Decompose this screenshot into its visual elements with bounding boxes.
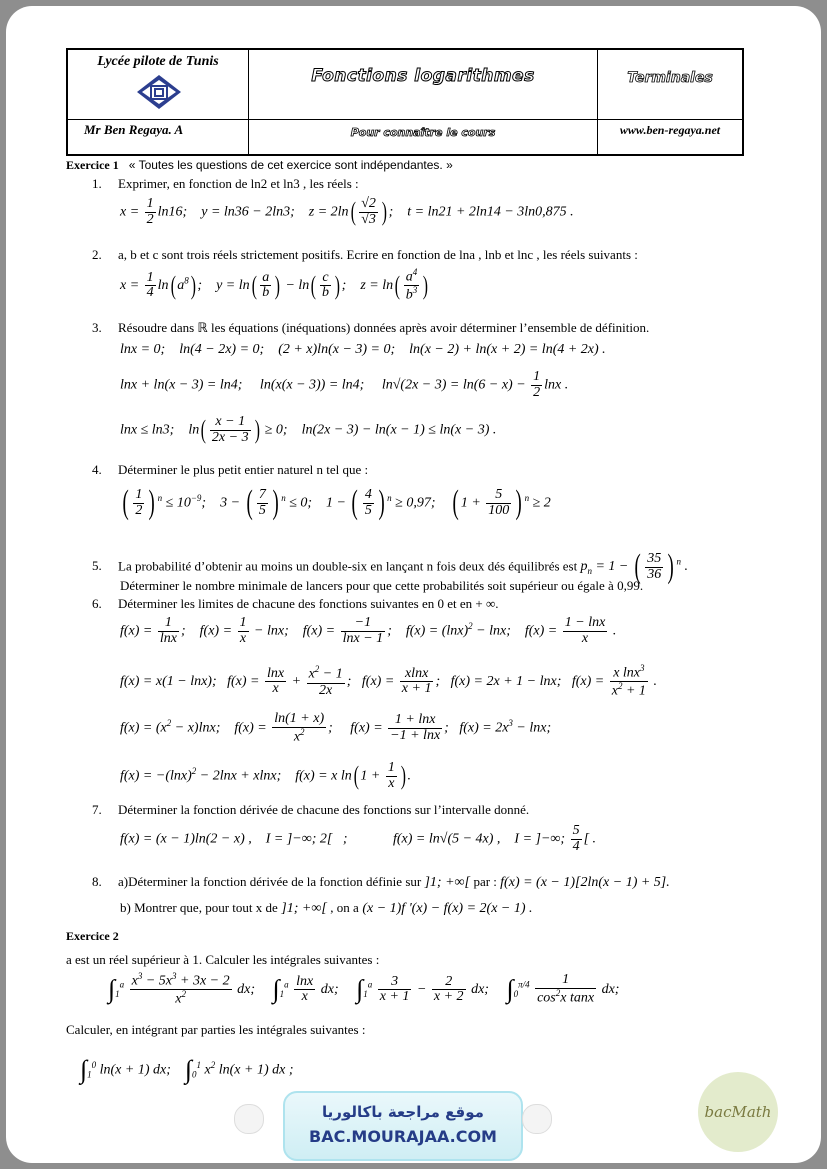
q6-formulas-3: $f(x) = (x^2 - x)\ln x$; f(x) = $\frac{\ln(1 + x)}{x^2}$ ; f(x) = $\frac{1 + \ln x}{-1 + \ln x}$ ; $f(x) = 2x^3 - \ln x$; [120,711,552,745]
q6-formulas-4: $f(x) = -(\ln x)^2 - 2\ln x + xlnx$; f(x) = x ln( 1 + $\frac{1}{x}$ ) . [120,760,412,791]
q8-line-b: b) Montrer que, pour tout x de ]1; +∞[ , on a (x − 1)f '(x) − f(x) = 2(x − 1) . [120,900,533,916]
q3-formulas-2: lnx + ln(x − 3) = ln4; ln(x(x − 3)) = ln4; ln√(2x − 3) = ln(6 − x) − $\frac{1}{2}$ lnx . [120,369,569,400]
q3-line [92,320,649,336]
banner-arabic: موقع مراجعة باكالوريا [322,1103,484,1121]
q7-line [92,802,529,818]
page-subtitle: Pour connaître le cours [350,126,496,139]
bacmath-badge [698,1072,778,1152]
q5-text: La probabilité d’obtenir au moins un double-six en lançant n fois deux dés équilibrés est [118,558,578,574]
q8-line-a: 8. a)Déterminer la fonction dérivée de la fonction définie sur ]1; +∞[ par : f(x) = (x − 1)[2ln(x − 1) + 5]. [92,874,670,890]
title-cell [249,50,598,120]
level-cell [598,50,742,120]
website-cell [598,120,742,154]
q8-text-b2: , on a [330,900,359,915]
q1-text: Exprimer, en fonction de ln2 et ln3 , les réels : [118,176,359,191]
q3-formulas-3: lnx ≤ ln3; ln( $\frac{x - 1}{2x - 3}$ ) ≥ 0; ln(2x − 3) − ln(x − 1) ≤ ln(x − 3) . [120,414,497,445]
school-logo-icon [136,74,182,110]
q1-line [92,176,359,192]
school-cell [68,50,249,120]
q7-number: 7. [92,802,102,817]
q8-text-a2: par : [473,874,497,889]
ex2-heading [66,929,119,944]
teacher-name: Mr Ben Regaya. A [84,122,184,137]
teacher-cell [68,120,249,154]
ex2-parts-integrals: $\int_1^0$ ln(x + 1) dx; $\int_0^1$ $x^2$ ln(x + 1) dx ; [80,1055,294,1084]
q6-text: Déterminer les limites de chacune des fonctions suivantes en 0 et en + ∞. [118,596,499,611]
site-banner[interactable] [283,1091,523,1161]
q4-number: 4. [92,462,102,477]
q8-text-a: a)Déterminer la fonction dérivée de la fonction définie sur [118,874,422,889]
banner-site: BAC.MOURAJAA.COM [309,1127,497,1146]
left-book-icon [234,1104,264,1134]
q4-line [92,462,368,478]
q5-number: 5. [92,558,102,574]
ex2-integrals: $\int_1^a$ $\frac{x^3 - 5x^3 + 3x - 2}{x^2}$ dx; $\int_1^a$ $\frac{\ln x}{x}$ dx; $\int_1^a$ $\frac{3}{x + 1}$ − $\frac{2}{x + 2}$ dx; $\int_0^{\pi/4}$ $\frac{1}{\cos^2x \tan x}$ dx; [108,971,620,1007]
q6-line [92,596,499,612]
q3-number: 3. [92,320,102,335]
ex1-intro: « Toutes les questions de cet exercice sont indépendantes. » [128,158,453,172]
document-page [6,6,821,1163]
ex2-parts-text: Calculer, en intégrant par parties les intégrales suivantes : [66,1022,366,1037]
q2-formulas: x = $\frac{1}{4}$ ln( $a^8$) ; y = ln( $\frac{a}{b}$ ) − ln( $\frac{c}{b}$ ) ; z = ln( $\frac{a^4}{b^3}$ ) [120,267,429,303]
ex2-title: Exercice 2 [66,929,119,943]
q8-text-b: b) Montrer que, pour tout x de [120,900,278,915]
subtitle-cell [249,120,598,154]
q2-line [92,247,638,263]
q7-text: Déterminer la fonction dérivée de chacune des fonctions sur l’intervalle donné. [118,802,530,817]
right-book-icon [522,1104,552,1134]
page-title: Fonctions logarithmes [311,66,535,86]
q5-line: 5. La probabilité d’obtenir au moins un double-six en lançant n fois deux dés équilibrés est $p_n = 1$ − ( $\frac{35}{36}$ ) $^n$ . [92,548,689,585]
q2-number: 2. [92,247,102,262]
q1-number: 1. [92,176,102,191]
q4-text: Déterminer le plus petit entier naturel n tel que : [118,462,369,477]
header-table [66,48,744,156]
badge-text: bacMath [704,1103,772,1121]
q5-text2: Déterminer le nombre minimale de lancers pour que cette probabilités soit supérieur ou égale à 0,99. [120,578,644,593]
q3-text: Résoudre dans ℝ les équations (inéquations) données après avoir déterminer l’ensemble de définition. [118,320,650,335]
q4-formulas: ( $\frac{1}{2}$ ) $^n \le 10^{-9}$; 3 − ( $\frac{7}{5}$ ) $^n$ ≤ 0; 1 − ( $\frac{4}{5}$ ) $^n$ ≥ 0,97; ( 1 + $\frac{5}{100}$ ) $^n$ ≥ 2 [122,484,551,521]
q6-number: 6. [92,596,102,611]
ex2-intro: a est un réel supérieur à 1. Calculer les intégrales suivantes : [66,952,380,967]
school-name: Lycée pilote de Tunis [97,54,219,69]
page-frame [6,6,821,1163]
ex1-heading [66,158,453,173]
q3-formulas-1: lnx = 0; ln(4 − 2x) = 0; (2 + x)ln(x − 3) = 0; ln(x − 2) + ln(x + 2) = ln(4 + 2x) . [120,342,606,357]
website-link[interactable]: www.ben-regaya.net [619,123,721,137]
level-label: Terminales [627,70,713,86]
q7-formulas: f(x) = (x − 1)ln(2 − x) , I = ]−∞; 2[ ; f(x) = ln√(5 − 4x) , I = ]−∞; $\frac{5}{4}$ [ . [120,823,597,854]
ex1-title: Exercice 1 [66,158,119,172]
q8-number: 8. [92,874,102,889]
q6-formulas-1: f(x) = $\frac{1}{\ln x}$ ; f(x) = $\frac{1}{x}$ − lnx; f(x) = $\frac{-1}{\ln x - 1}$ ; $f(x) = (\ln x)^2 - \ln x$; f(x) = $\frac{1 - \ln x}{x}$ . [120,615,617,646]
q1-formulas: x = $\frac{1}{2}$ ln16; y = ln36 − 2ln3; z = 2ln( $\frac{√2}{√3}$ ) ; t = ln21 + 2ln14 − 3ln0,875 . [120,196,574,227]
q6-formulas-2: f(x) = x(1 − lnx); f(x) = $\frac{\ln x}{x}$ + $\frac{x^2 - 1}{2x}$ ; f(x) = $\frac{xlnx}{x + 1}$ ; f(x) = 2x + 1 − lnx; f(x) = $\frac{x \ln x^3}{x^2 + 1}$ . [120,663,657,699]
q2-text: a, b et c sont trois réels strictement positifs. Ecrire en fonction de lna , lnb et lnc , les réels suivants : [118,247,638,262]
